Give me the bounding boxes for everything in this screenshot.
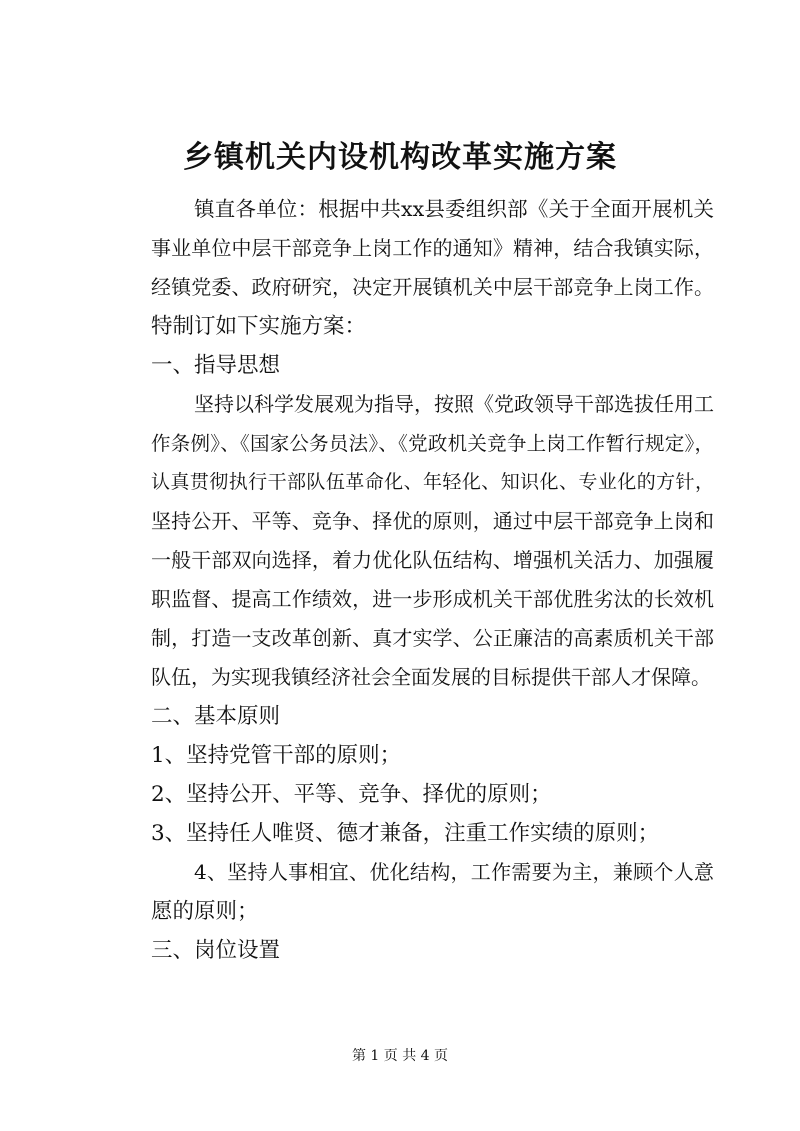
text-line: 镇直各单位：根据中共xx县委组织部《关于全面开展机关 xyxy=(194,197,714,221)
principle-item-1: 1、坚持党管干部的原则； xyxy=(151,743,402,768)
text-line: 队伍，为实现我镇经济社会全面发展的目标提供干部人才保障。 xyxy=(151,665,711,689)
text-line: 制，打造一支改革创新、真才实学、公正廉洁的高素质机关干部 xyxy=(151,626,714,650)
text-line: 4、坚持人事相宜、优化结构，工作需要为主，兼顾个人意 xyxy=(194,860,714,884)
text-line: 坚持以科学发展观为指导，按照《党政领导干部选拔任用工 xyxy=(194,392,714,416)
principle-item-4 xyxy=(108,853,714,931)
text-line: 作条例》、《国家公务员法》、《党政机关竞争上岗工作暂行规定》， xyxy=(151,432,714,455)
document-body xyxy=(108,190,714,970)
text-line: 认真贯彻执行干部队伍革命化、年轻化、知识化、专业化的方针， xyxy=(151,471,714,493)
document-title: 乡镇机关内设机构改革实施方案 xyxy=(183,140,617,175)
principle-item-3: 3、坚持任人唯贤、德才兼备，注重工作实绩的原则； xyxy=(151,821,660,846)
text-line: 愿的原则； xyxy=(151,899,259,924)
text-line: 坚持公开、平等、竞争、择优的原则，通过中层干部竞争上岗和 xyxy=(151,509,714,533)
text-line: 特制订如下实施方案： xyxy=(151,314,367,339)
text-line: 职监督、提高工作绩效，进一步形成机关干部优胜劣汰的长效机 xyxy=(151,587,714,611)
paragraph-intro xyxy=(108,190,714,346)
text-line: 事业单位中层干部竞争上岗工作的通知》精神，结合我镇实际， xyxy=(151,236,714,260)
section-heading-basic-principles: 二、基本原则 xyxy=(151,704,281,729)
principle-item-2: 2、坚持公开、平等、竞争、择优的原则； xyxy=(151,782,552,807)
text-line: 经镇党委、政府研究，决定开展镇机关中层干部竞争上岗工作。 xyxy=(151,275,714,299)
paragraph-guiding-ideology xyxy=(108,385,714,697)
page-indicator: 第 1 页 共 4 页 xyxy=(351,1048,449,1064)
section-heading-guiding-ideology: 一、指导思想 xyxy=(151,353,281,378)
section-heading-position-setup: 三、岗位设置 xyxy=(151,938,281,963)
text-line: 一般干部双向选择，着力优化队伍结构、增强机关活力、加强履 xyxy=(151,548,714,572)
